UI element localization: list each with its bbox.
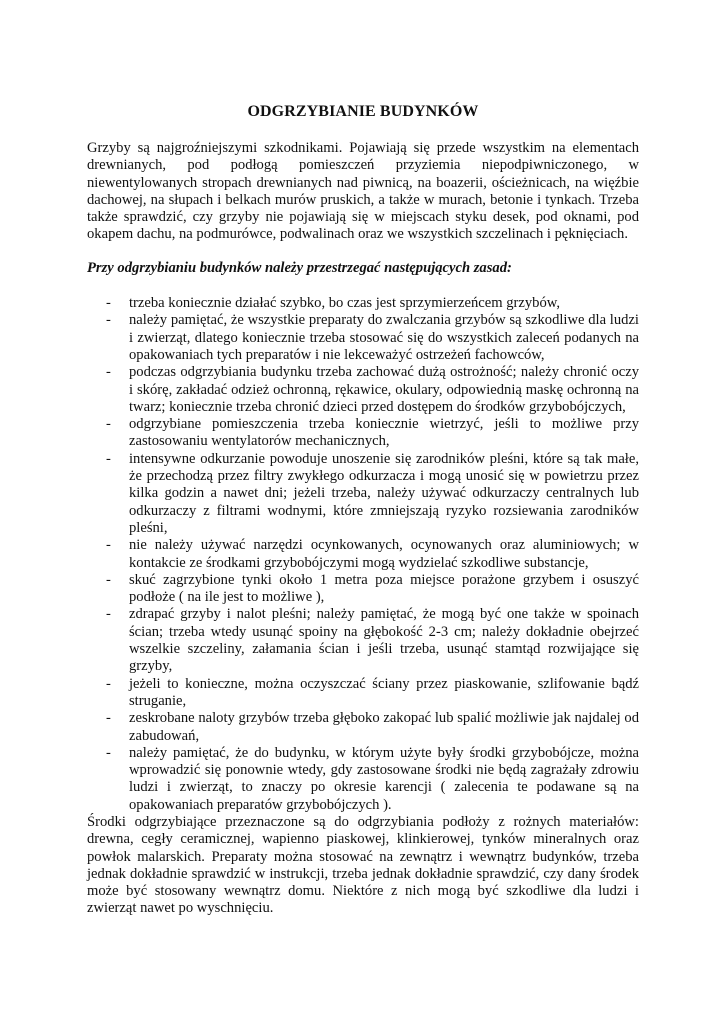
list-item-text: należy pamiętać, że wszystkie preparaty do zwalczania grzybów są szkodliwe dla ludzi i zwierząt, dlatego koniecznie trzeba stosować się do wszystkich zaleceń podanych na opakowaniach tych preparatów i nie lekceważyć ostrzeżeń fachowców, xyxy=(129,312,639,363)
bullet-dash: - xyxy=(106,744,111,761)
list-item-text: intensywne odkurzanie powoduje unoszenie się zarodników pleśni, które są tak małe, że przechodzą przez filtry zwykłego odkurzacza i mogą unosić się w powietrzu przez kilka godzin a nawet dni; jeżeli trzeba, należy używać odkurzaczy centralnych lub odkurzaczy z filtrami wodnymi, które zmniejszają ryzyko rozsiewania zarodników pleśni, xyxy=(129,450,639,536)
list-item-text: skuć zagrzybione tynki około 1 metra poza miejsce porażone grzybem i osuszyć podłoże ( na ile jest to możliwe ), xyxy=(129,571,639,606)
bullet-dash: - xyxy=(106,571,111,588)
bullet-dash: - xyxy=(106,295,111,312)
list-item xyxy=(87,451,639,537)
list-item xyxy=(87,745,639,814)
list-item-text: zdrapać grzyby i nalot pleśni; należy pamiętać, że mogą być one także w spoinach ścian; trzeba wtedy usunąć spoiny na głębokość 2-3 cm; należy dokładnie obejrzeć wszelkie szczeliny, załamania ścian i jeśli trzeba, usunąć stamtąd rozwijające się grzyby, xyxy=(129,606,639,675)
list-item xyxy=(87,312,639,364)
bullet-dash: - xyxy=(106,450,111,467)
bullet-dash: - xyxy=(106,710,111,727)
list-item xyxy=(87,572,639,607)
bullet-dash: - xyxy=(106,606,111,623)
bullet-dash: - xyxy=(106,416,111,433)
bullet-dash: - xyxy=(106,537,111,554)
rules-list xyxy=(87,295,639,814)
document-title: ODGRZYBIANIE BUDYNKÓW xyxy=(247,103,479,120)
list-item-text: jeżeli to konieczne, można oczyszczać ściany przez piaskowanie, szlifowanie bądź struganie, xyxy=(129,675,639,709)
closing-paragraph: Środki odgrzybiające przeznaczone są do odgrzybiania podłoży z rożnych materiałów: drewna, cegły ceramicznej, wapienno piaskowej, klinkierowej, tynków mineralnych oraz powłok malarskich. Preparaty można stosować na zewnątrz i wewnątrz budynków, trzeba jednak dokładnie sprawdzić w instrukcji, trzeba jednak dokładnie sprawdzić, czy dany środek może być stosowany wewnątrz domu. Niektóre z nich mogą być szkodliwe dla ludzi i zwierząt nawet po wyschnięciu. xyxy=(87,813,639,917)
rules-heading: Przy odgrzybianiu budynków należy przestrzegać następujących zasad: xyxy=(87,259,512,276)
list-item xyxy=(87,416,639,451)
document-page xyxy=(87,0,639,918)
list-item xyxy=(87,606,639,675)
list-item-text: odgrzybiane pomieszczenia trzeba koniecznie wietrzyć, jeśli to możliwe przy zastosowaniu wentylatorów mechanicznych, xyxy=(129,416,639,450)
bullet-dash: - xyxy=(106,364,111,381)
list-item-text: zeskrobane naloty grzybów trzeba głęboko zakopać lub spalić możliwie jak najdalej od zabudowań, xyxy=(129,710,639,744)
list-item xyxy=(87,710,639,745)
list-item xyxy=(87,295,639,312)
list-item-text: trzeba koniecznie działać szybko, bo czas jest sprzymierzeńcem grzybów, xyxy=(129,295,560,312)
list-item xyxy=(87,364,639,416)
bullet-dash: - xyxy=(106,675,111,692)
list-item-text: nie należy używać narzędzi ocynkowanych, ocynowanych oraz aluminiowych; w kontakcie ze środkami grzybobójczymi mogą wydzielać szkodliwe substancje, xyxy=(129,537,639,571)
intro-paragraph: Grzyby są najgroźniejszymi szkodnikami. Pojawiają się przede wszystkim na elementach drewnianych, pod podłogą pomieszczeń przyziemia niepodpiwniczonego, w niewentylowanych stropach drewnianych nad piwnicą, na boazerii, ościeżnicach, na więźbie dachowej, na słupach i belkach murów pruskich, a także w murach, betonie i tynkach. Trzeba także sprawdzić, czy grzyby nie pojawiają się w miejscach styku desek, pod oknami, pod okapem dachu, na podmurówce, podwalinach oraz we wszystkich szczelinach i pęknięciach. xyxy=(87,140,639,243)
list-item xyxy=(87,676,639,711)
bullet-dash: - xyxy=(106,312,111,329)
list-item-text: należy pamiętać, że do budynku, w którym użyte były środki grzybobójcze, można wprowadzić się ponownie wtedy, gdy zastosowane środki nie będą zagrażały zdrowiu ludzi i zwierząt, to znaczy po okresie karencji ( zalecenia te podawane są na opakowaniach preparatów grzybobójczych ). xyxy=(129,744,639,813)
list-item xyxy=(87,537,639,572)
list-item-text: podczas odgrzybiania budynku trzeba zachować dużą ostrożność; należy chronić oczy i skórę, zakładać odzież ochronną, rękawice, okulary, odpowiednią maskę ochronną na twarz; koniecznie trzeba chronić dzieci przed dostępem do środków grzybobójczych, xyxy=(129,364,639,415)
